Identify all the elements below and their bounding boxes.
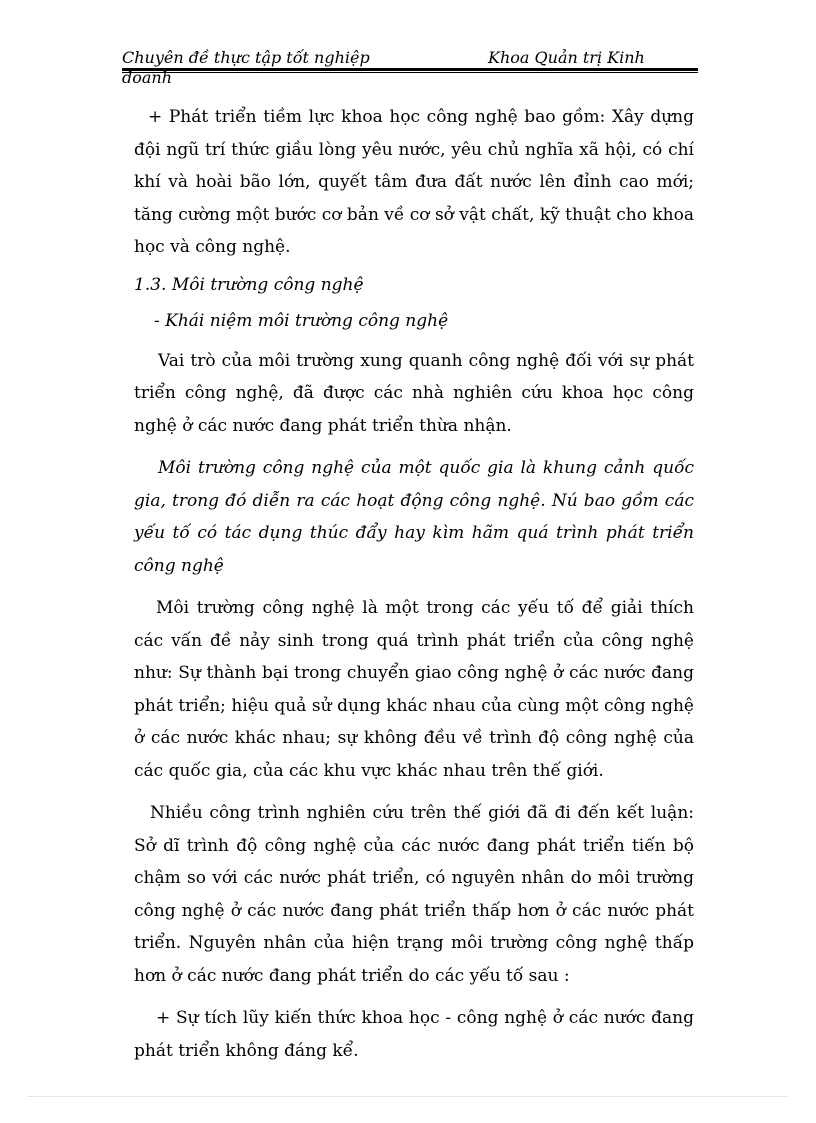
paragraph-factor-knowledge: + Sự tích lũy kiến thức khoa học - công nghệ ở các nước đang phát triển không đáng kể. bbox=[134, 1008, 694, 1061]
subsection-heading: - Khái niệm môi trường công nghệ bbox=[154, 310, 449, 331]
paragraph-research-conclusion: Nhiều công trình nghiên cứu trên thế giới đã đi đến kết luận: Sở dĩ trình độ công nghệ của các nước đang phát triển tiến bộ chậm so với các nước phát triển, có nguyên nhân do môi trường công nghệ ở các nước đang phát triển thấp hơn ở các nước phát triển. Nguyên nhân của hiện trạng môi trường công nghệ thấp hơn ở các nước đang phát triển do các yếu tố sau : bbox=[134, 803, 694, 986]
header-rule-thick bbox=[122, 68, 698, 71]
paragraph-definition: Môi trường công nghệ của một quốc gia là khung cảnh quốc gia, trong đó diễn ra các hoạt động công nghệ. Nú bao gồm các yếu tố có tác dụng thúc đẩy hay kìm hãm quá trình phát triển công nghệ bbox=[134, 458, 694, 576]
header-faculty-name: Khoa Quản trị Kinh bbox=[488, 48, 645, 67]
paragraph-explanation: Môi trường công nghệ là một trong các yếu tố để giải thích các vấn đề nảy sinh trong quá trình phát triển của công nghệ như: Sự thành bại trong chuyển giao công nghệ ở các nước đang phát triển; hiệu quả sử dụng khác nhau của cùng một công nghệ ở các nước khác nhau; sự không đều về trình độ công nghệ của các quốc gia, của các khu vực khác nhau trên thế giới. bbox=[134, 598, 694, 781]
header-rule-thin bbox=[122, 72, 698, 73]
paragraph-role: Vai trò của môi trường xung quanh công nghệ đối với sự phát triển công nghệ, đã được các nhà nghiên cứu khoa học công nghệ ở các nước đang phát triển thừa nhận. bbox=[134, 350, 694, 436]
section-heading: 1.3. Môi trường công nghệ bbox=[134, 274, 364, 295]
document-body bbox=[134, 101, 694, 1067]
page-bottom-divider bbox=[28, 1096, 788, 1097]
header-document-title: Chuyên đề thực tập tốt nghiệp bbox=[122, 48, 370, 67]
paragraph-technology-potential: + Phát triển tiềm lực khoa học công nghệ bao gồm: Xây dựng đội ngũ trí thức giầu lòng yêu nước, yêu chủ nghĩa xã hội, có chí khí và hoài bão lớn, quyết tâm đưa đất nước lên đỉnh cao mới; tăng cường một bước cơ bản về cơ sở vật chất, kỹ thuật cho khoa học và công nghệ. bbox=[134, 107, 694, 257]
header-faculty-name-continued: doanh bbox=[122, 68, 173, 87]
